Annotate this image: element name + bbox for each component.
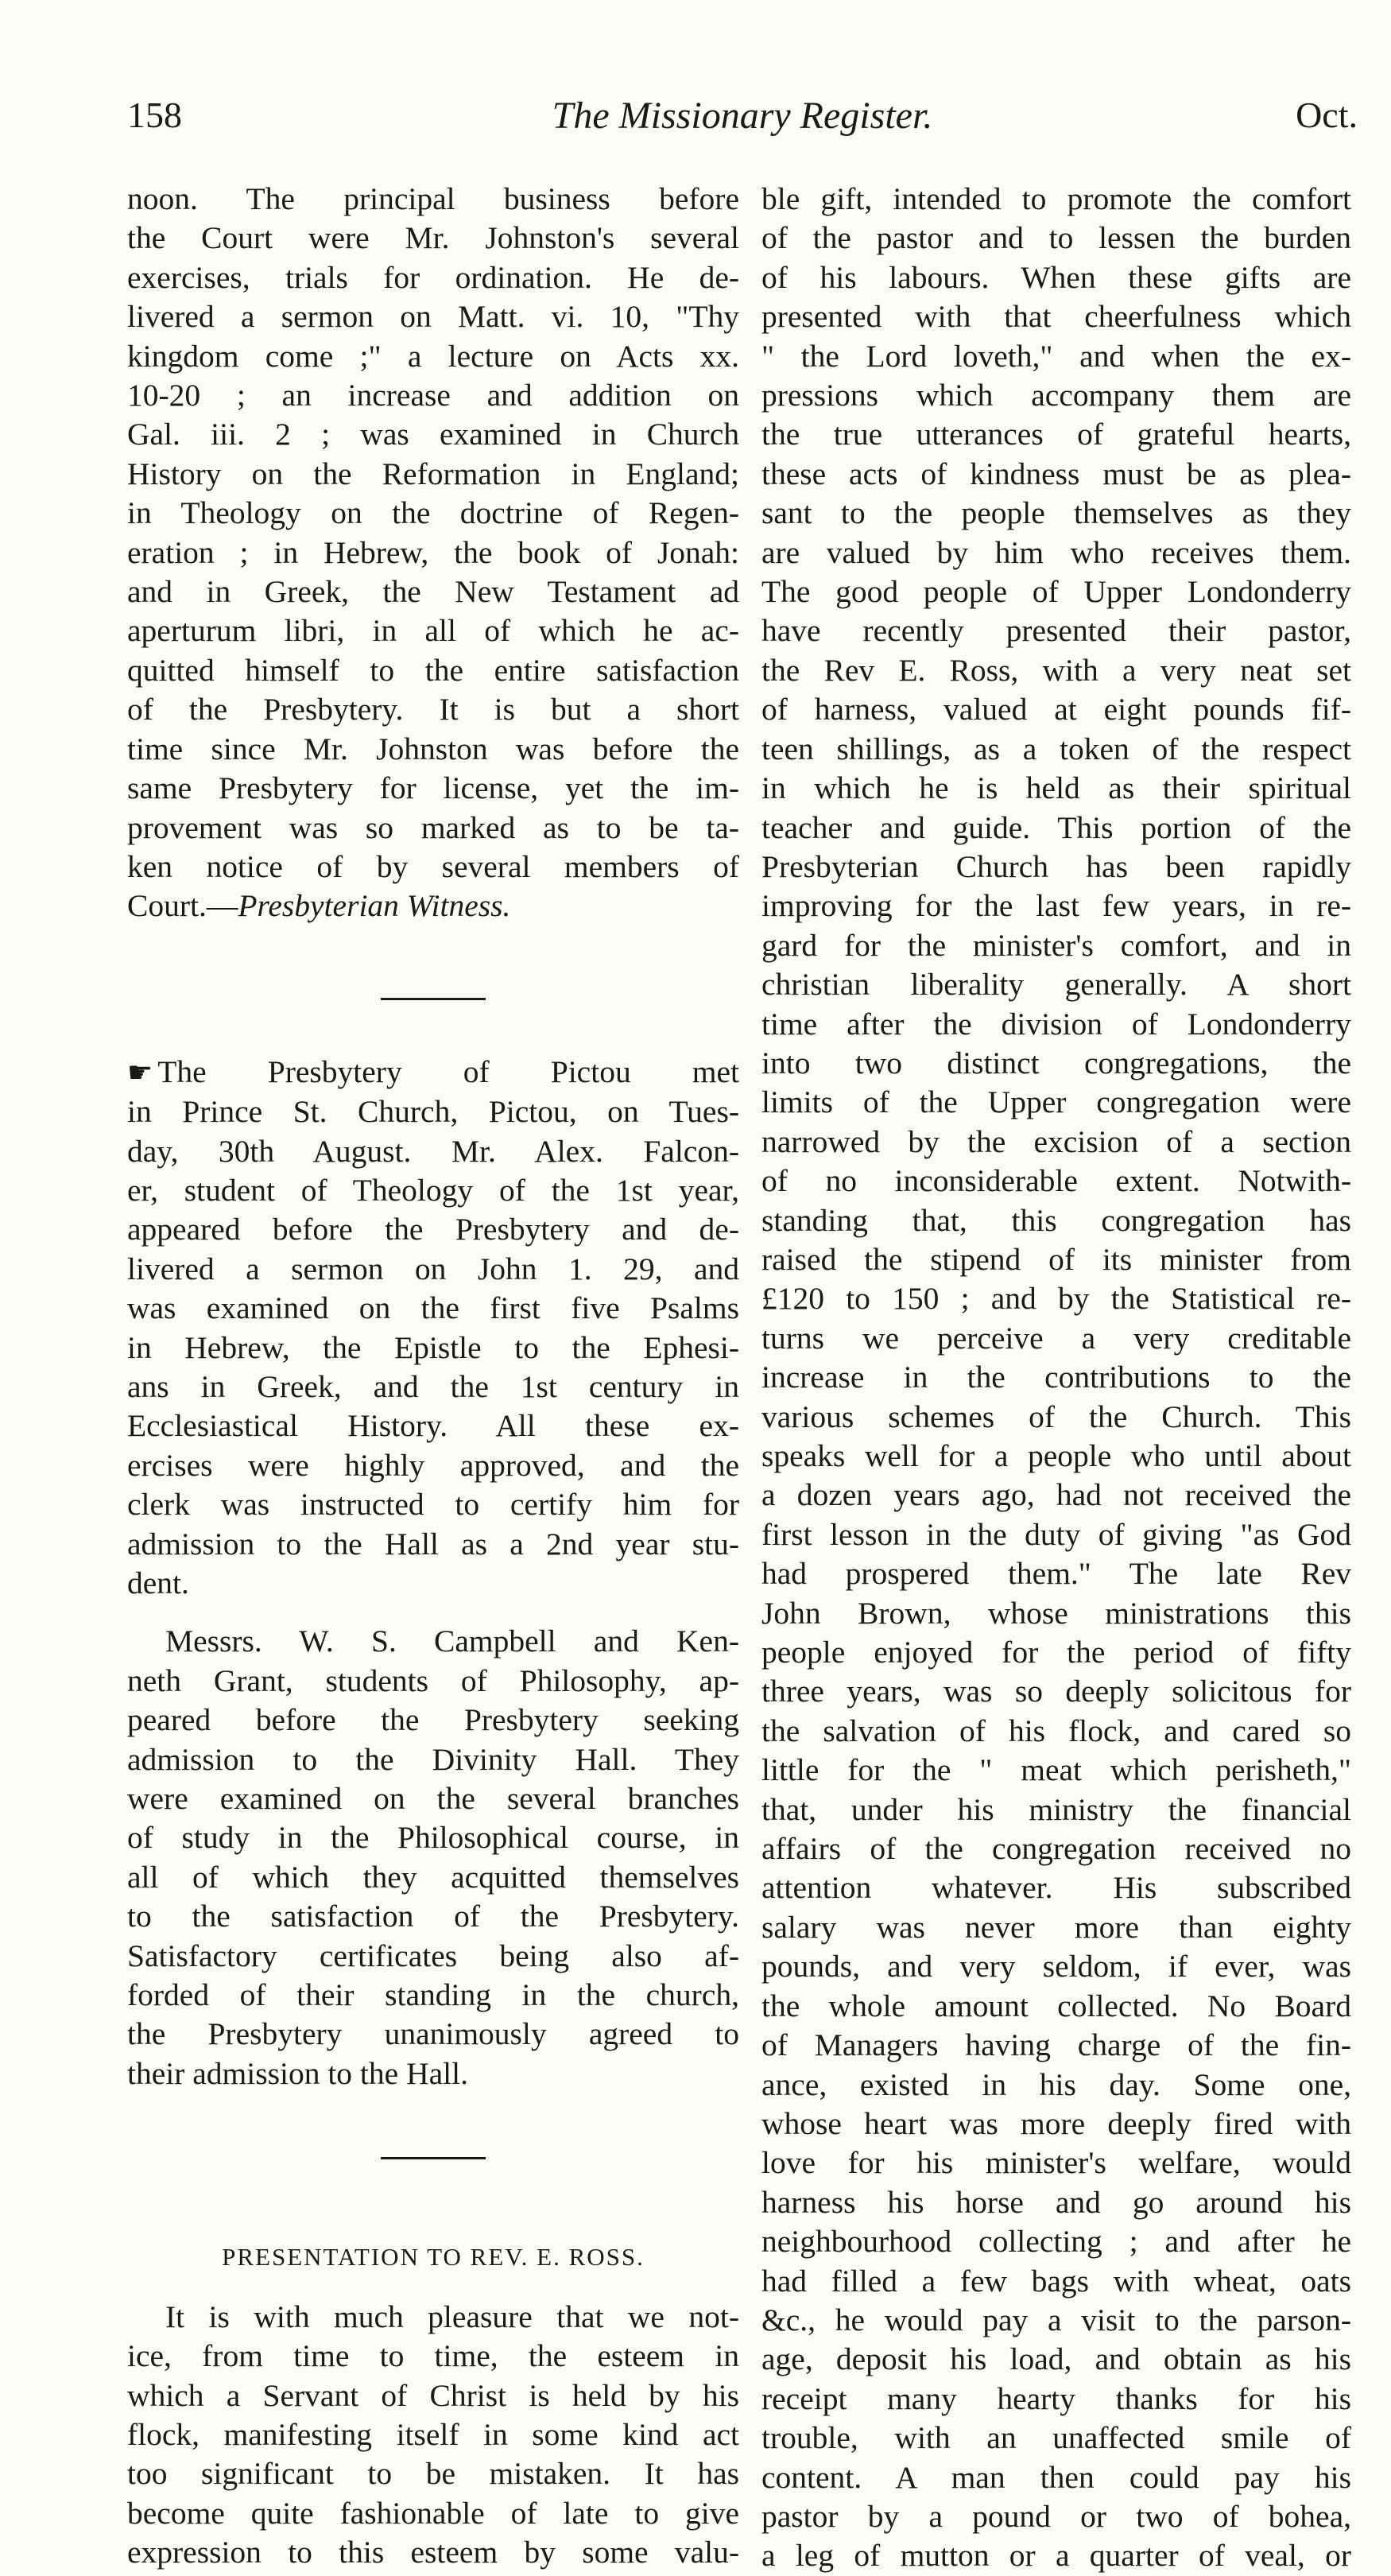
text-line: dent. xyxy=(127,1565,189,1600)
text-line: which a Servant of Christ is held by his xyxy=(127,2377,739,2413)
text-line: teacher and guide. This portion of the xyxy=(761,809,1351,845)
text-line: expression to this esteem by some valu- xyxy=(127,2535,739,2570)
text-line: Ecclesiastical History. All these ex- xyxy=(127,1408,739,1444)
text-line: these acts of kindness must be as plea- xyxy=(761,456,1351,491)
text-line: peared before the Presbytery seeking xyxy=(127,1702,739,1738)
text-line: improving for the last few years, in re- xyxy=(761,888,1351,924)
text-line: three years, was so deeply solicitous for xyxy=(761,1674,1351,1709)
text-line: narrowed by the excision of a section xyxy=(761,1123,1351,1159)
text-line: The good people of Upper Londonderry xyxy=(761,574,1351,610)
text-line: flock, manifesting itself in some kind act xyxy=(127,2416,739,2452)
page-number: 158 xyxy=(127,95,182,135)
text-line: noon. The principal business before xyxy=(127,181,739,216)
text-line: speaks well for a people who until about xyxy=(761,1438,1351,1473)
text-line: first lesson in the duty of giving "as God xyxy=(761,1516,1351,1552)
text-fragment: The Presbytery of Pictou met xyxy=(157,1053,739,1089)
text-line: day, 30th August. Mr. Alex. Falcon- xyxy=(127,1133,739,1169)
text-line: gard for the minister's comfort, and in xyxy=(761,927,1351,963)
text-line: of harness, valued at eight pounds fif- xyxy=(761,692,1351,727)
text-line: of the Presbytery. It is but a short xyxy=(127,692,739,727)
text-line: neth Grant, students of Philosophy, ap- xyxy=(127,1662,739,1698)
text-line: attention whatever. His subscribed xyxy=(761,1870,1351,1906)
text-line: same Presbytery for license, yet the im- xyxy=(127,770,739,806)
text-line: History on the Reformation in England; xyxy=(127,456,739,491)
text-line: provement was so marked as to be ta- xyxy=(127,809,739,845)
text-line: harness his horse and go around his xyxy=(761,2184,1351,2220)
pointing-hand-icon: ☛ xyxy=(127,1056,153,1088)
text-line: 10-20 ; an increase and addition on xyxy=(127,378,739,413)
text-line: the salvation of his flock, and cared so xyxy=(761,1713,1351,1748)
text-line xyxy=(127,886,739,925)
text-line: christian liberality generally. A short xyxy=(761,967,1351,1003)
text-line: neighbourhood collecting ; and after he xyxy=(761,2224,1351,2260)
text-line: a leg of mutton or a quarter of veal, or xyxy=(761,2538,1351,2574)
text-line: presented with that cheerfulness which xyxy=(761,299,1351,335)
text-line: pastor by a pound or two of bohea, xyxy=(761,2498,1351,2534)
text-line: Presbyterian Church has been rapidly xyxy=(761,848,1351,884)
text-line: whose heart was more deeply fired with xyxy=(761,2105,1351,2141)
text-line: raised the stipend of its minister from xyxy=(761,1241,1351,1277)
text-line: ice, from time to time, the esteem in xyxy=(127,2338,739,2374)
text-line: of Managers having charge of the fin- xyxy=(761,2027,1351,2063)
text-line: eration ; in Hebrew, the book of Jonah: xyxy=(127,534,739,570)
text-line: turns we perceive a very creditable xyxy=(761,1320,1351,1356)
text-line: people enjoyed for the period of fifty xyxy=(761,1635,1351,1670)
text-line: in which he is held as their spiritual xyxy=(761,770,1351,806)
text-line: John Brown, whose ministrations this xyxy=(761,1595,1351,1631)
text-line: Messrs. W. S. Campbell and Ken- xyxy=(165,1624,739,1659)
paragraph-presentation xyxy=(127,2298,739,2573)
text-line: ance, existed in his day. Some one, xyxy=(761,2066,1351,2102)
running-title: The Missionary Register. xyxy=(552,95,933,137)
text-line: was examined on the first five Psalms xyxy=(127,1290,739,1326)
text-line: age, deposit his load, and obtain as his xyxy=(761,2341,1351,2377)
text-line: of the pastor and to lessen the burden xyxy=(761,220,1351,256)
text-line: quitted himself to the entire satisfaction xyxy=(127,652,739,688)
text-line: increase in the contributions to the xyxy=(761,1360,1351,1395)
text-line: er, student of Theology of the 1st year, xyxy=(127,1172,739,1208)
text-line: trouble, with an unaffected smile of xyxy=(761,2420,1351,2456)
running-header xyxy=(127,94,1358,149)
text-line: in Hebrew, the Epistle to the Ephesi- xyxy=(127,1329,739,1365)
text-line: livered a sermon on Matt. vi. 10, "Thy xyxy=(127,299,739,335)
text-line: salary was never more than eighty xyxy=(761,1909,1351,1945)
left-column xyxy=(127,180,739,2573)
text-line: too significant to be mistaken. It has xyxy=(127,2456,739,2492)
text-line: in Prince St. Church, Pictou, on Tues- xyxy=(127,1094,739,1130)
text-line: have recently presented their pastor, xyxy=(761,613,1351,649)
text-line: pounds, and very seldom, if ever, was xyxy=(761,1949,1351,1984)
text-line: into two distinct congregations, the xyxy=(761,1045,1351,1080)
text-line xyxy=(127,1053,739,1092)
text-line: Gal. iii. 2 ; was examined in Church xyxy=(127,417,739,452)
text-line: kingdom come ;" a lecture on Acts xx. xyxy=(127,338,739,374)
text-line: of his labours. When these gifts are xyxy=(761,259,1351,295)
text-line: love for his minister's welfare, would xyxy=(761,2145,1351,2181)
right-column xyxy=(761,180,1351,2576)
text-line: content. A man then could pay his xyxy=(761,2459,1351,2495)
text-line: in Theology on the doctrine of Regen- xyxy=(127,495,739,531)
text-line: a dozen years ago, had not received the xyxy=(761,1477,1351,1513)
paragraph-pictou-presbytery xyxy=(127,1053,739,1604)
text-line: livered a sermon on John 1. 29, and xyxy=(127,1251,739,1286)
text-line: the whole amount collected. No Board xyxy=(761,1988,1351,2023)
text-line: the Rev E. Ross, with a very neat set xyxy=(761,652,1351,688)
text-line: and in Greek, the New Testament ad xyxy=(127,574,739,610)
text-line: are valued by him who receives them. xyxy=(761,534,1351,570)
text-line: to the satisfaction of the Presbytery. xyxy=(127,1899,739,1934)
text-line: &c., he would pay a visit to the parson- xyxy=(761,2302,1351,2337)
text-line: time since Mr. Johnston was before the xyxy=(127,731,739,766)
text-line: admission to the Hall as a 2nd year stu- xyxy=(127,1526,739,1562)
text-line: limits of the Upper congregation were xyxy=(761,1084,1351,1120)
text-line: time after the division of Londonderry xyxy=(761,1006,1351,1042)
text-line: of study in the Philosophical course, in xyxy=(127,1820,739,1856)
text-line: affairs of the congregation received no xyxy=(761,1831,1351,1867)
text-line: ble gift, intended to promote the comfort xyxy=(761,181,1351,216)
text-line: Satisfactory certificates being also af- xyxy=(127,1938,739,1973)
text-line: £120 to 150 ; and by the Statistical re- xyxy=(761,1281,1351,1317)
text-line: ans in Greek, and the 1st century in xyxy=(127,1368,739,1404)
text-line: standing that, this congregation has xyxy=(761,1202,1351,1238)
text-line: their admission to the Hall. xyxy=(127,2055,468,2091)
text-line: become quite fashionable of late to give xyxy=(127,2495,739,2531)
paragraph-divinity-hall xyxy=(127,1622,739,2093)
text-line: admission to the Divinity Hall. They xyxy=(127,1741,739,1777)
paragraph-johnston xyxy=(127,180,739,926)
text-line: various schemes of the Church. This xyxy=(761,1399,1351,1434)
source-attribution: Presbyterian Witness. xyxy=(238,888,511,924)
text-line: It is with much pleasure that we not- xyxy=(165,2299,739,2334)
text-line: had filled a few bags with wheat, oats xyxy=(761,2263,1351,2299)
text-line: teen shillings, as a token of the respect xyxy=(761,731,1351,766)
text-line: clerk was instructed to certify him for xyxy=(127,1487,739,1523)
text-line: pressions which accompany them are xyxy=(761,378,1351,413)
text-line: " the Lord loveth," and when the ex- xyxy=(761,338,1351,374)
text-line: had prospered them." The late Rev xyxy=(761,1556,1351,1592)
text-line: appeared before the Presbytery and de- xyxy=(127,1212,739,1247)
text-line: all of which they acquitted themselves xyxy=(127,1859,739,1895)
section-heading: PRESENTATION TO REV. E. ROSS. xyxy=(222,2243,645,2271)
text-line: of no inconsiderable extent. Notwith- xyxy=(761,1163,1351,1199)
text-line: ercises were highly approved, and the xyxy=(127,1447,739,1483)
text-line: ken notice of by several members of xyxy=(127,848,739,884)
text-line: were examined on the several branches xyxy=(127,1781,739,1817)
text-line: little for the " meat which perisheth," xyxy=(761,1752,1351,1788)
text-line: the true utterances of grateful hearts, xyxy=(761,417,1351,452)
text-fragment: Court.— xyxy=(127,888,238,924)
text-line: sant to the people themselves as they xyxy=(761,495,1351,531)
text-line: that, under his ministry the financial xyxy=(761,1791,1351,1827)
header-month: Oct. xyxy=(1296,95,1358,135)
text-line: aperturum libri, in all of which he ac- xyxy=(127,613,739,649)
paragraph-presentation-continued xyxy=(761,180,1351,2576)
text-line: the Court were Mr. Johnston's several xyxy=(127,220,739,256)
text-line: the Presbytery unanimously agreed to xyxy=(127,2016,739,2052)
text-line: exercises, trials for ordination. He de- xyxy=(127,259,739,295)
text-line: receipt many hearty thanks for his xyxy=(761,2380,1351,2416)
text-line: forded of their standing in the church, xyxy=(127,1977,739,2013)
